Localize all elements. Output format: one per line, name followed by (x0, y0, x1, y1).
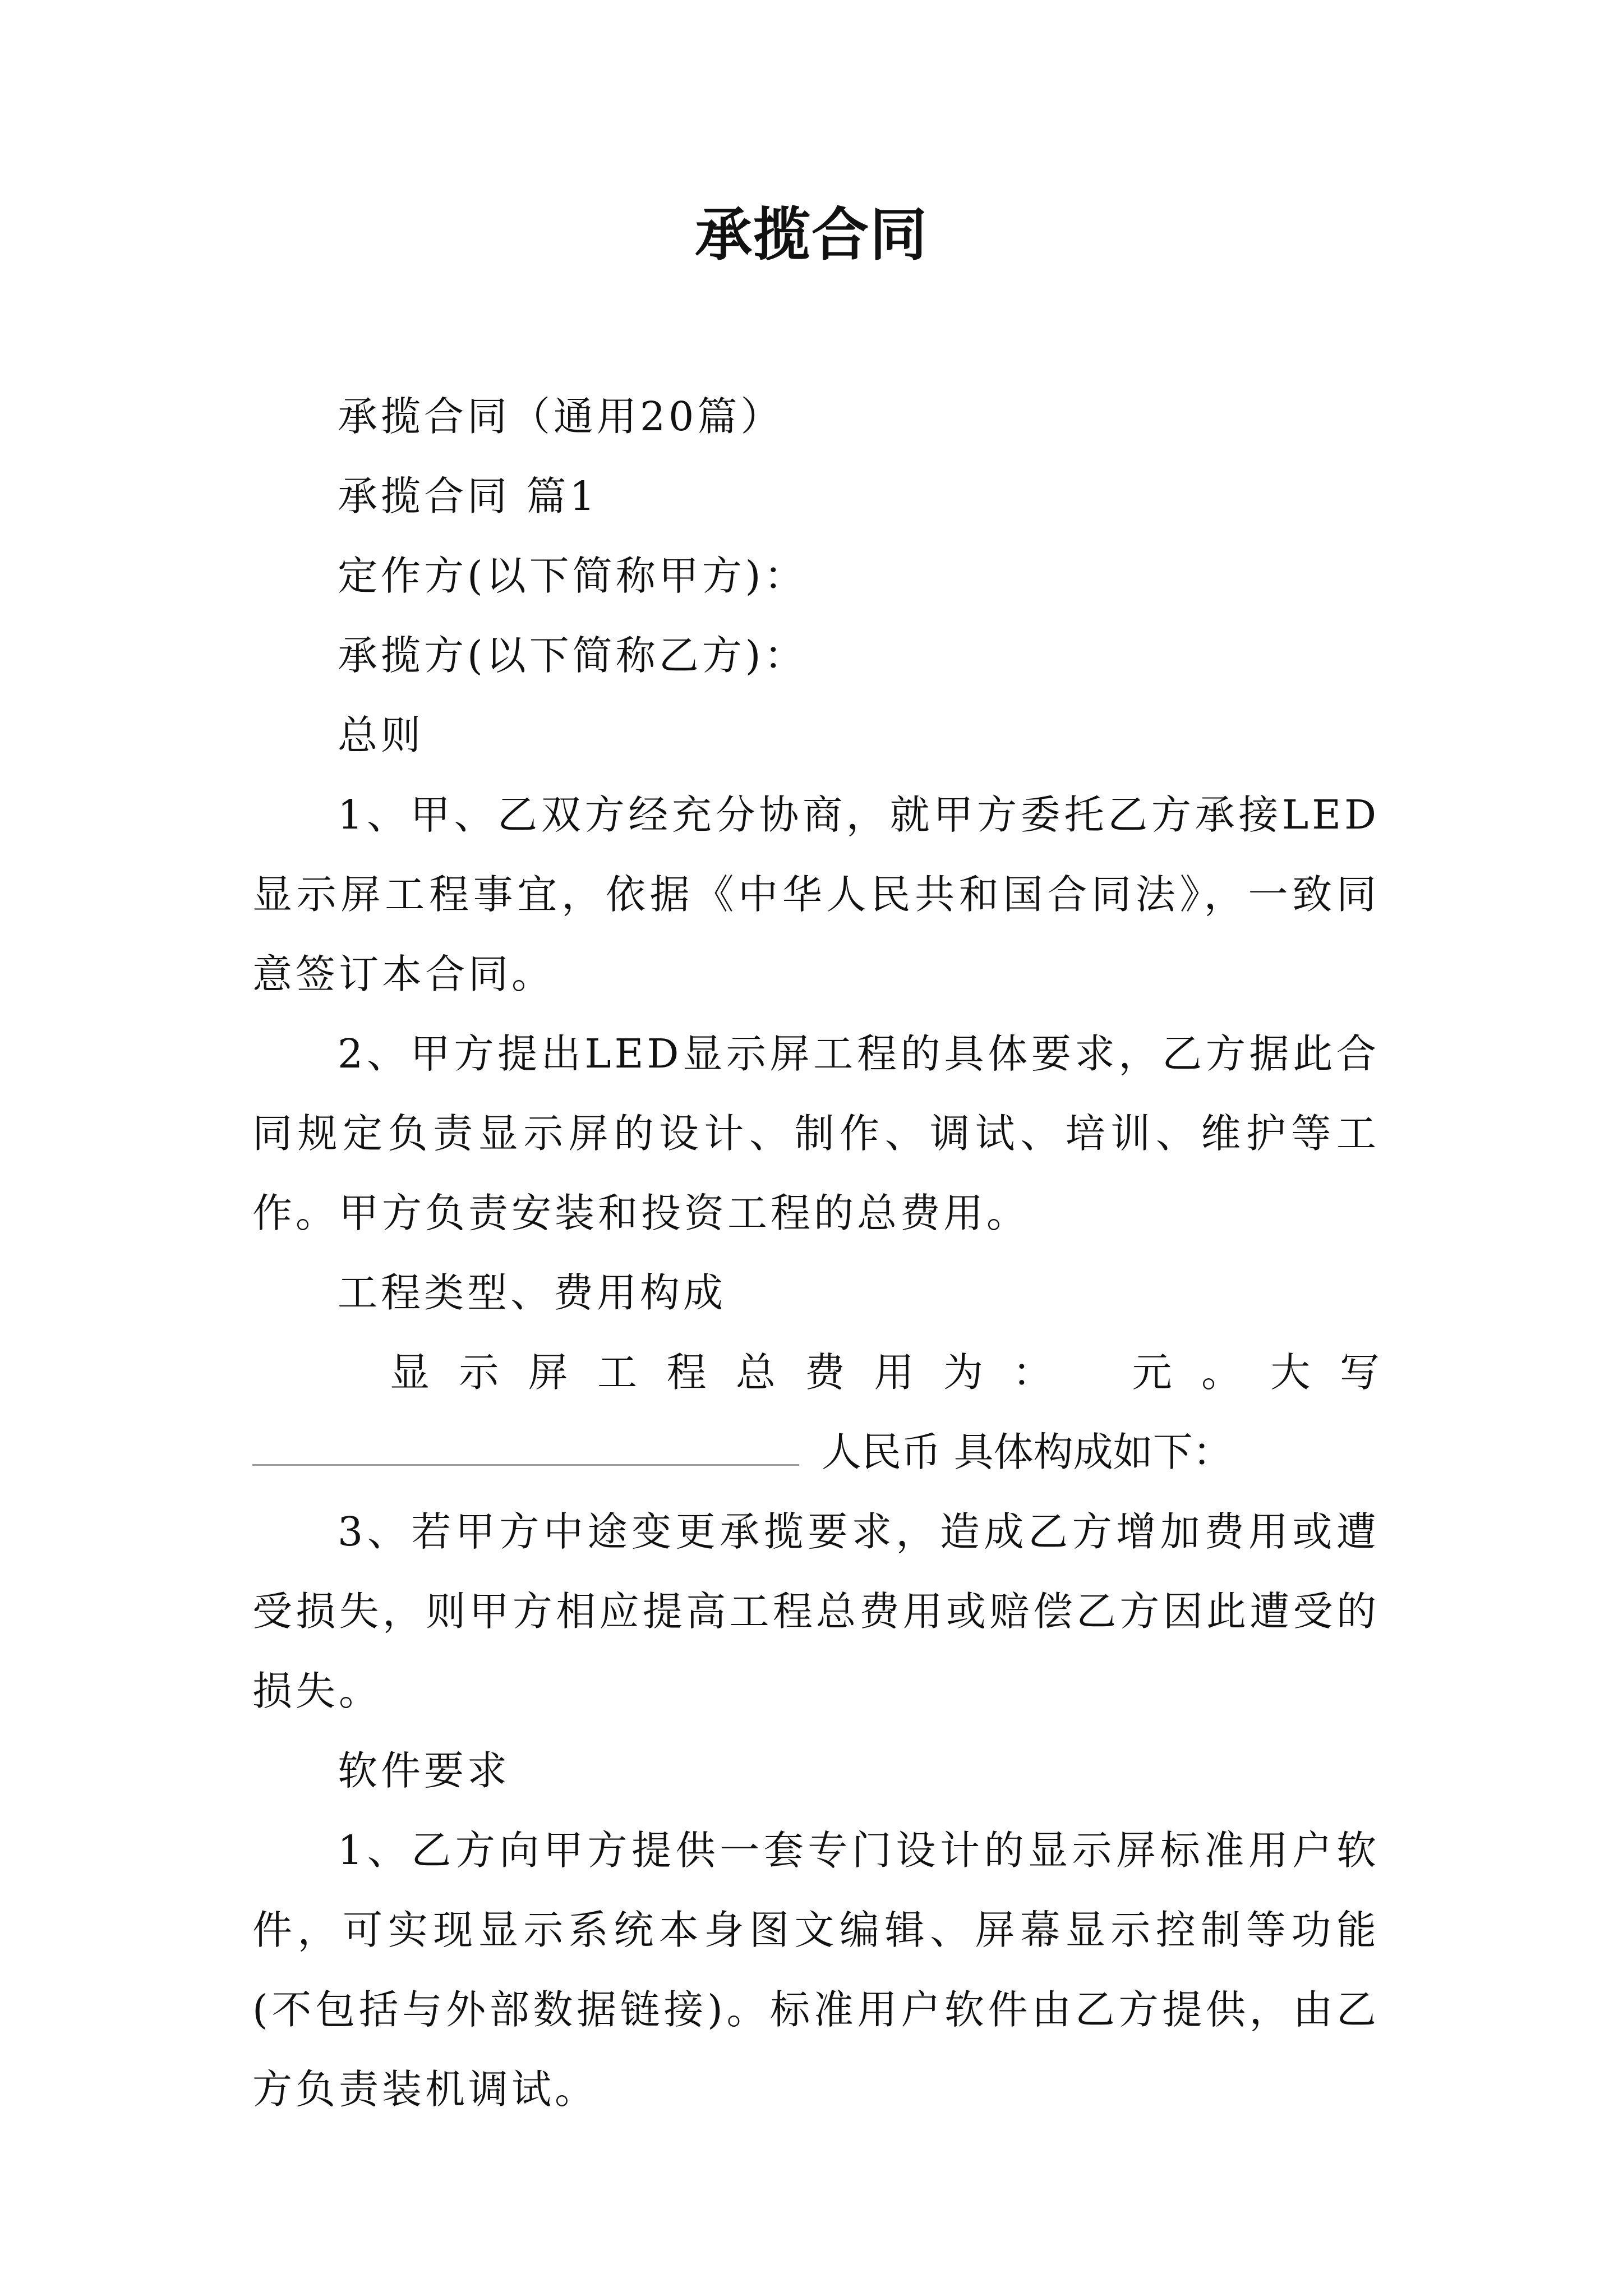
heading-software: 软件要求 (338, 1747, 511, 1794)
party-b-line: 承揽方(以下简称乙方)： (338, 632, 808, 679)
total-cost-char: 用 (874, 1349, 914, 1396)
heading-general: 总则 (338, 712, 425, 758)
heading-cost: 工程类型、费用构成 (338, 1269, 727, 1316)
general-clause-2: 2、甲方提出LED显示屏工程的具体要求，乙方据此合同规定负责显示屏的设计、制作、调试、培训、维护等工作。甲方负责安装和投资工程的总费用。 (252, 1030, 1380, 1236)
party-a-line: 定作方(以下简称甲方)： (338, 553, 808, 599)
total-cost-char: 程 (666, 1349, 707, 1396)
software-clause-1: 1、乙方向甲方提供一套专门设计的显示屏标准用户软件，可实现显示系统本身图文编辑、屏幕显示控制等功能(不包括与外部数据链接)。标准用户软件由乙方提供，由乙方负责装机调试。 (252, 1827, 1380, 2113)
total-cost-char: 元 (1132, 1349, 1172, 1396)
total-cost-line (252, 1333, 1380, 1412)
total-cost-char: ： (1012, 1349, 1053, 1396)
amount-in-words-line (252, 1412, 1380, 1492)
amount-blank-underline (252, 1430, 799, 1466)
section-heading: 承揽合同 篇1 (338, 473, 598, 519)
total-cost-char: 大 (1270, 1349, 1311, 1396)
total-cost-char: 为 (943, 1349, 984, 1396)
total-cost-char: 屏 (528, 1349, 568, 1396)
total-cost-char: 费 (805, 1349, 845, 1396)
total-cost-char: 显 (390, 1349, 430, 1396)
total-cost-char: 写 (1339, 1349, 1380, 1396)
general-clause-3: 3、若甲方中途变更承揽要求，造成乙方增加费用或遭受损失，则甲方相应提高工程总费用或赔偿乙方因此遭受的损失。 (252, 1508, 1380, 1714)
total-cost-char: 总 (735, 1349, 776, 1396)
general-clause-1: 1、甲、乙双方经充分协商，就甲方委托乙方承接LED显示屏工程事宜，依据《中华人民共和国合同法》，一致同意签订本合同。 (252, 792, 1380, 997)
total-cost-char: 工 (597, 1349, 638, 1396)
document-title: 承揽合同 (695, 202, 928, 269)
total-cost-char: 。 (1201, 1349, 1242, 1396)
document-subtitle: 承揽合同（通用20篇） (338, 393, 784, 440)
amount-currency-text: 人民币 具体构成如下： (822, 1429, 1233, 1475)
total-cost-char: 示 (459, 1349, 499, 1396)
document-body (252, 377, 1380, 2129)
